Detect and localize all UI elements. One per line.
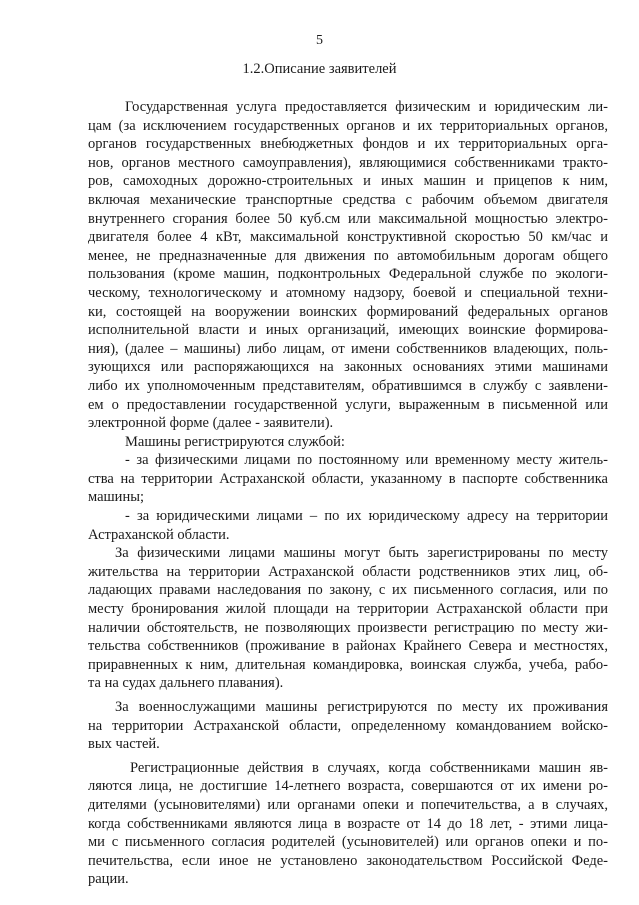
text-line: исполнительной власти и иных организаций, имеющих воинские формирова- — [88, 322, 608, 339]
text-line: Астраханской области. — [88, 526, 230, 543]
text-line: дителями (усыновителями) или органами опеки и попечительства, а в случаях, — [88, 796, 608, 813]
text-line: тельства собственников (проживание в районах Крайнего Севера и местностях, — [88, 638, 608, 655]
text-line: приравненных к ним, длительная командировка, воинская служба, учеба, рабо- — [88, 656, 608, 673]
text-line: рации. — [88, 871, 129, 888]
text-line: ляются лица, не достигшие 14-летнего возраста, совершаются от их имени ро- — [88, 778, 608, 795]
text-line: электронной форме (далее - заявители). — [88, 415, 334, 432]
text-line: ства на территории Астраханской области, указанному в паспорте собственника — [88, 470, 608, 487]
paragraph — [88, 544, 608, 693]
text-line: ния), (далее – машины) либо лицам, от имени собственников владеющих, поль- — [88, 340, 608, 357]
document-body — [88, 98, 608, 889]
text-line: менее, не предназначенные для движения по автомобильным дорогам общего — [88, 247, 608, 264]
text-line: включая механические транспортные средства с рабочим объемом двигателя — [88, 191, 608, 208]
text-line: на территории Астраханской области, определенному командованием войско- — [88, 717, 608, 734]
text-line: пользования (кроме машин, подконтрольных Федеральной службе по экологи- — [88, 266, 608, 283]
text-line: вых частей. — [88, 736, 160, 753]
text-line: жительства на территории Астраханской области родственников этих лиц, об- — [88, 563, 608, 580]
text-line: месту бронирования жилой площади на территории Астраханской области при — [88, 601, 608, 618]
text-line: - за физическими лицами по постоянному или временному месту житель- — [125, 452, 608, 469]
text-line: ки, состоящей на вооружении воинских формирований федеральных органов — [88, 303, 608, 320]
text-line: Машины регистрируются службой: — [125, 433, 345, 450]
paragraph — [88, 759, 608, 889]
text-line: печительства, если иное не установлено законодательством Российской Феде- — [88, 852, 608, 869]
page-number: 5 — [316, 33, 323, 48]
paragraph — [88, 433, 608, 452]
text-line: либо их уполномоченным представителям, обратившимся в службу с заявлени- — [88, 377, 608, 394]
text-line: ческому, технологическому и атомному надзору, боевой и специальной техни- — [88, 284, 608, 301]
text-line: Государственная услуга предоставляется физическим и юридическим ли- — [125, 99, 608, 115]
text-line: ладающих правами наследования по закону, с их письменного согласия, или по — [88, 582, 608, 599]
text-line: За военнослужащими машины регистрируются по месту их проживания — [115, 699, 608, 715]
text-line: та на судах дальнего плавания). — [88, 675, 284, 692]
text-line: зующихся или распоряжающихся на законных основаниях этими машинами — [88, 359, 608, 376]
text-line: органов государственных внебюджетных фондов и их территориальных орга- — [88, 136, 608, 153]
text-line: когда собственниками являются лица в возрасте от 14 до 18 лет, - этими лица- — [88, 815, 608, 832]
text-line: двигателя более 4 кВт, максимальной конструктивной скоростью 50 км/час и — [88, 229, 608, 246]
paragraph — [88, 98, 608, 433]
text-line: внутреннего сгорания более 50 куб.см или максимальной мощностью электро- — [88, 210, 608, 227]
text-line: нов, органов местного самоуправления), являющимися собственниками тракто- — [88, 154, 608, 171]
text-line: ров, самоходных дорожно-строительных и иных машин и прицепов к ним, — [88, 173, 608, 190]
text-line: - за юридическими лицами – по их юридическому адресу на территории — [125, 508, 608, 525]
text-line: наличии обстоятельств, не позволяющих произвести регистрацию по месту жи- — [88, 619, 608, 636]
section-title: 1.2.Описание заявителей — [242, 61, 397, 77]
paragraph — [88, 698, 608, 754]
text-line: ми с письменного согласия родителей (усыновителей) или органов опеки и по- — [88, 834, 608, 851]
text-line: ем о предоставлении государственной услуги, выраженным в письменной или — [88, 396, 608, 413]
text-line: Регистрационные действия в случаях, когда собственниками машин яв- — [130, 759, 608, 776]
text-line: цам (за исключением государственных органов и их территориальных органов, — [88, 117, 608, 134]
text-line: За физическими лицами машины могут быть зарегистрированы по месту — [115, 545, 608, 562]
paragraph — [88, 507, 608, 544]
paragraph — [88, 451, 608, 507]
text-line: машины; — [88, 489, 144, 506]
